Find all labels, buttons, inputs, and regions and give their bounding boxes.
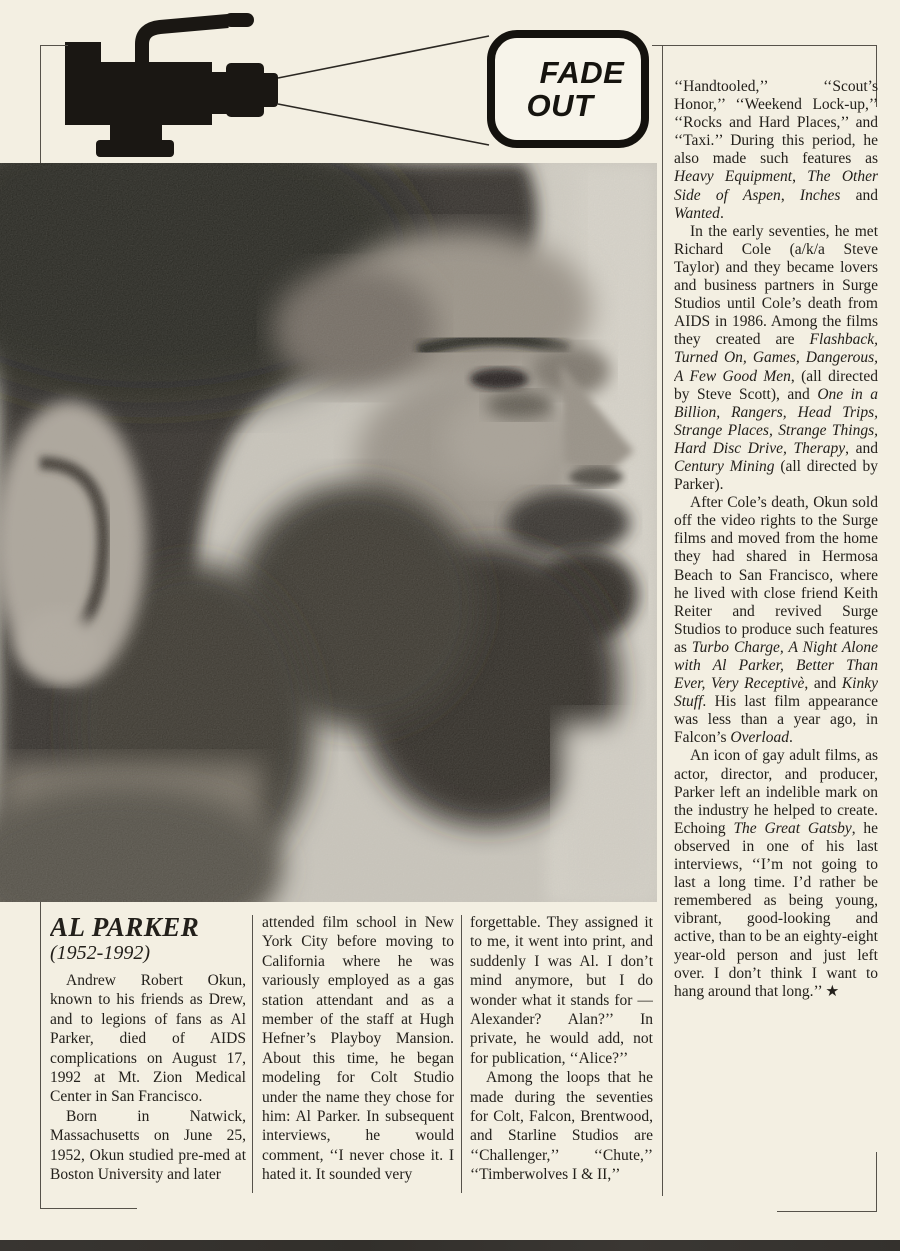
frame-line-bottom-left <box>40 1208 137 1209</box>
column-rule-1 <box>252 915 253 1193</box>
page-bottom-bar <box>0 1240 900 1251</box>
obituary-column-1 <box>50 913 246 1195</box>
projection-beam-lines <box>278 36 489 145</box>
frame-line-top-left <box>40 45 68 46</box>
movie-camera-icon <box>65 13 278 157</box>
obituary-column-2: attended film school in New York City before moving to California where he was variously employed as a gas station attendant and as a member of the staff at Hugh Hefner’s Playboy Mansion. About this time, he began modeling for Colt Studio under the name they chose for him: Al Parker. In subsequent interviews, he would comment, ‘‘I never chose it. I hated it. It sounded very <box>262 914 454 1184</box>
frame-line-left-upper <box>40 45 41 170</box>
column-rule-2 <box>461 915 462 1193</box>
column-rule-right <box>662 46 663 1196</box>
frame-line-left-lower <box>40 902 41 1208</box>
frame-line-top-right <box>652 45 876 46</box>
obituary-title: AL PARKER <box>50 913 200 942</box>
portrait-photo <box>0 163 657 902</box>
article-right-column: ‘‘Handtooled,’’ ‘‘Scout’s Honor,’’ ‘‘Weekend Lock-up,’’ ‘‘Rocks and Hard Places,’’ and ‘‘Taxi.’’ During this period, he also made such features as Heavy Equipment, The Other Side of Aspen, Inches and Wanted. In the early seventies, he met Richard Cole (a/k/a Steve Taylor) and they became lovers and business partners in Surge Studios until Cole’s death from AIDS in 1986. Among the films they created are Flashback, Turned On, Games, Dangerous, A Few Good Men, (all directed by Steve Scott), and One in a Billion, Rangers, Head Trips, Strange Places, Strange Things, Hard Disc Drive, Therapy, and Century Mining (all directed by Parker). After Cole’s death, Okun sold off the video rights to the Surge films and moved from the home they had shared in Hermosa Beach to San Francisco, where he lived with close friend Keith Reiter and revived Surge Studios to produce such features as Turbo Charge, A Night Alone with Al Parker, Better Than Ever, Very Receptivè, and Kinky Stuff. His last film appearance was less than a year ago, in Falcon’s Overload. An icon of gay adult films, as actor, director, and producer, Parker left an indelible mark on the industry he helped to create. Echoing The Great Gatsby, he observed in one of his last interviews, ‘‘I’m not going to last a long time. I’d rather be remembered as being young, vibrant, good-looking and active, than to be an eighty-eight year-old person and just left over. I don’t think I want to hang around that long.’’ ★ <box>674 78 878 1000</box>
frame-line-bottom-right <box>777 1211 877 1212</box>
fade-out-logo-line1: FADE <box>539 55 625 90</box>
obituary-column-1-text: Andrew Robert Okun, known to his friends as Drew, and to legions of fans as Al Parker, died of AIDS complications on August 17, 1992 at Mt. Zion Medical Center in San Francisco. Born in Natwick, Massachusetts on June 25, 1952, Okun studied pre-med at Boston University and later <box>50 972 246 1184</box>
obituary-dates: (1952-1992) <box>50 942 150 964</box>
obituary-column-3: forgettable. They assigned it to me, it went into print, and suddenly I was Al. I don’t mind anymore, but I do wonder what it stands for — Alexander? Alan?’’ In private, he would add, not for publication, ‘‘Alice?’’ Among the loops that he made during the seventies for Colt, Falcon, Brentwood, and Starline Studios are ‘‘Challenger,’’ ‘‘Chute,’’ ‘‘Timberwolves I & II,’’ <box>470 914 653 1184</box>
fade-out-logo <box>487 30 649 148</box>
fade-out-logo-line2: OUT <box>526 88 594 123</box>
